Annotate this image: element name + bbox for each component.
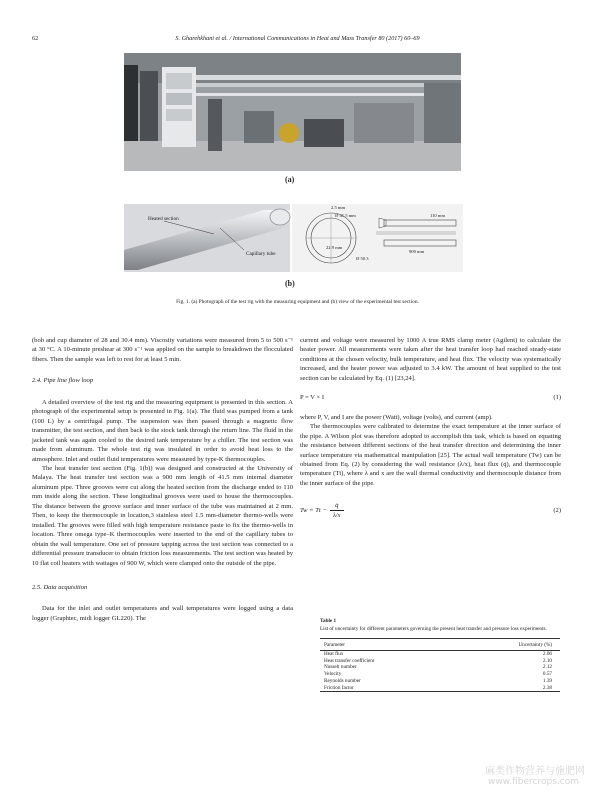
- watermark-url: www.fibercrops.com: [488, 777, 579, 787]
- cell-uncertainty: 0.57: [542, 671, 552, 678]
- test-section-view: [124, 204, 463, 272]
- paragraph-calibration: The thermocouples were calibrated to determine the exact temperature at the inner surface of the pipe. A Wilson plot was therefore adopted to accomplish this task, which is based on equating the resistance between different sections of the heat transfer direction and determining the inner surface temperature via mathematical manipulation [25]. The actual wall temperature (Tw) can be obtained from Eq. (2) by considering the wall resistance (λ/x), heat flux (q̇), and thermocouple temperature (Tt), where λ and x are the wall thermal conductivity and thermocouple distance from the inner surface of the pipe.: [300, 423, 561, 487]
- figure-caption: Fig. 1. (a) Photograph of the test rig with the measuring equipment and (b) view of the experimental test section.: [176, 299, 419, 305]
- table-1: [320, 618, 560, 692]
- equation-2-numerator: q̇: [335, 501, 339, 509]
- paragraph-heater-power: current and voltage were measured by 1000 A true RMS clamp meter (Agilent) to calculate the heater power. All measurements were taken after the heat transfer loop had reached steady-state conditions at the chosen velocity, bulk temperature, and heat flux. The velocity was systematically increased, and the heater power was adjusted to 3.4 kW. The amount of heat supplied to the test section can be calculated by Eq. (1) [23,24].: [300, 337, 561, 382]
- table-description: List of uncertainty for different parameters governing the present heat transfer and pressure loss experiments.: [320, 626, 547, 632]
- table-header-row: [320, 639, 560, 651]
- label-2-5mm: 2.5 mm: [331, 205, 346, 210]
- table-row: [320, 651, 560, 658]
- label-22-9mm: 22.9 mm: [326, 245, 343, 250]
- label-d41-5: Ø 41.5 mm: [335, 213, 356, 218]
- section-heading-2-4: 2.4. Pipe line flow loop: [32, 377, 94, 385]
- equation-2-denominator: λ/x: [332, 511, 341, 519]
- equation-1-number: (1): [553, 394, 561, 402]
- paragraph-data-acquisition: Data for the inlet and outlet temperatures and wall temperatures were logged using a data logger (Graphtec, midi logger GL220). The: [32, 605, 293, 622]
- equation-2: [300, 496, 561, 524]
- figure-label-a: (a): [285, 175, 295, 184]
- cell-uncertainty: 2.06: [542, 651, 552, 658]
- equation-2-lhs: Tw = Tt −: [300, 506, 327, 514]
- test-section-diagram: [124, 204, 463, 272]
- left-column: [32, 336, 293, 623]
- photo-illustration: [124, 53, 461, 171]
- header-parameter: Parameter: [320, 639, 455, 651]
- page-header: [0, 35, 595, 47]
- header-uncertainty: Uncertainty (%): [455, 639, 560, 651]
- table-row: [320, 664, 560, 671]
- table-row: [320, 671, 560, 678]
- right-column: [300, 336, 561, 536]
- label-900mm: 900 mm: [409, 249, 425, 254]
- table-row: [320, 678, 560, 685]
- cell-uncertainty: 1.39: [542, 678, 552, 685]
- equation-2-number: (2): [553, 506, 561, 514]
- table-row: [320, 684, 560, 691]
- cell-parameter: Friction factor: [320, 684, 455, 691]
- equation-1: [300, 393, 561, 402]
- label-110mm: 110 mm: [430, 213, 446, 218]
- label-d50-3: Ø 50.3: [356, 256, 369, 261]
- page-number: 62: [32, 35, 39, 42]
- cell-parameter: Velocity: [324, 671, 342, 678]
- label-heated-section: Heated section: [148, 216, 179, 222]
- cell-uncertainty: 2.10: [542, 657, 552, 664]
- equation-1-body: P = V × I: [300, 394, 325, 402]
- paragraph-test-section: The heat transfer test section (Fig. 1(b)) was designed and constructed at the University of Malaya. The heat transfer test section was a 900 mm length of 41.5 mm internal diameter aluminum pipe. Three grooves were cut along the heated section from the discharge ended to 110 mm inside along the section. These longitudinal grooves were used to house the thermocouples. The distance between the groove surface and inner surface of the tube was maintained at 2 mm. Then, to keep the thermocouple in location,3 stainless steel 1.5 mm-diameter thermo-wells were installed. The grooves were filled with high temperature resistance paste to fix the thermo-wells in location. Three omega type–K thermocouples were inserted to the end of the capillary tubes to obtain the wall temperature. One set of pressure tapping across the test section was connected to a differential pressure transducer to obtain friction loss measurements. The test section was heated by 10 flat coil heaters with wattages of 900 W, which were clamped onto the outside of the pipe.: [32, 464, 293, 567]
- cell-parameter: Reynolds number: [324, 678, 361, 685]
- paragraph-where-pvi: where P, V, and I are the power (Watt), voltage (volts), and current (amp).: [300, 413, 493, 421]
- figure-label-b: (b): [285, 279, 295, 288]
- cell-parameter: Heat transfer coefficient: [324, 657, 375, 664]
- uncertainty-table: [320, 638, 560, 692]
- watermark-cn: 麻类作物营养与施肥网: [485, 766, 585, 777]
- section-heading-2-5: 2.5. Data acquisition: [32, 583, 88, 591]
- cell-parameter: Heat flux: [324, 651, 344, 658]
- table-title: Table 1: [320, 618, 337, 624]
- cell-parameter: Nusselt number: [324, 664, 357, 671]
- journal-citation: S. Gharehkhani et al. / International Communications in Heat and Mass Transfer 80 (2017) 60–69: [175, 35, 420, 42]
- label-capillary-tube: Capillary tube: [246, 251, 276, 257]
- cell-uncertainty: 2.38: [455, 684, 560, 691]
- paragraph-rheology-end: (bob and cup diameter of 28 and 30.4 mm). Viscosity variations were measured from 5 to 500 s⁻¹ at 30 °C. A 10-minute preshear at 300 s⁻¹ was applied on the sample to breakdown the flocculated fibers. Then the sample was left to rest for at least 5 min.: [32, 337, 293, 363]
- test-rig-photograph: [124, 53, 461, 171]
- paragraph-flow-loop: A detailed overview of the test rig and the measuring equipment is presented in this section. A photograph of the experimental setup is presented in Fig. 1(a). The fluid was pumped from a tank (100 L) by a centrifugal pump. The suspension was then passed through a magnetic flow transmitter, the test section, and then back to the stock tank through the return line. The fluid in the jacketed tank was again cooled to the desired tank temperature by a chiller. The test section was made from aluminum. The whole test rig was insulated in order to avoid heat loss to the atmosphere. Inlet and outlet fluid temperatures were measured by type-K thermocouples.: [32, 398, 293, 463]
- cell-uncertainty: 2.12: [542, 664, 552, 671]
- table-row: [320, 657, 560, 664]
